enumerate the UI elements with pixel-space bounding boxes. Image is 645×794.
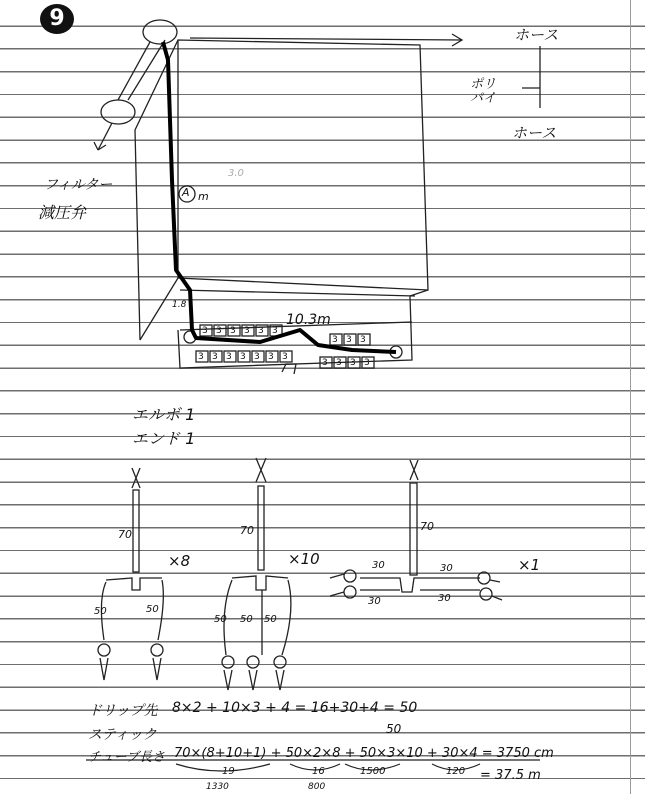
dripper-2-stem: 70	[240, 524, 254, 537]
tray-label: 3	[268, 352, 274, 362]
pipe-length-label: 10.3m	[286, 312, 331, 328]
arrow-to-hose	[190, 34, 462, 46]
tray-label: 3	[216, 326, 222, 336]
point-a-unit: m	[198, 190, 209, 203]
filter-label: フィルター	[44, 177, 113, 193]
dripper-1-stem: 70	[118, 528, 132, 541]
drip-label: ドリップ先	[88, 703, 158, 719]
stick-label: スティック	[88, 727, 157, 743]
sub-16: 16	[312, 766, 325, 777]
bottom-cut-2: 800	[308, 782, 326, 792]
tray-label: 3	[350, 358, 356, 368]
tray-label: 3	[254, 352, 260, 362]
frame-outline	[178, 40, 428, 290]
dripper-3-branch-bl: 30	[368, 596, 381, 607]
tray-label: 3	[230, 326, 236, 336]
tray-label: 3	[202, 326, 208, 336]
poly-pipe-label: ポリパイ	[470, 77, 497, 106]
tray-label: 3	[282, 352, 288, 362]
dripper-3-branch-tl: 30	[372, 560, 385, 571]
hose-bottom-label: ホース	[512, 124, 557, 142]
end-count: エンド 1	[132, 429, 196, 448]
drip-result: 50	[386, 722, 402, 736]
dripper-1-branch-left: 50	[94, 606, 107, 617]
tube-label: チューブ長さ	[88, 750, 165, 765]
dripper-3-branch-br: 30	[438, 593, 451, 604]
filter-valve	[101, 100, 135, 124]
tap-valve-top	[143, 20, 177, 44]
faint-note: 3.0	[228, 168, 244, 179]
point-a-label: A	[182, 186, 190, 199]
drip-formula: 8×2 + 10×3 + 4 = 16+30+4 = 50	[172, 700, 418, 716]
tray-label: 3	[360, 335, 366, 345]
connector-small-label: 1.8	[172, 300, 187, 310]
bottom-cut-1: 1330	[206, 782, 229, 792]
tray-label: 3	[240, 352, 246, 362]
dripper-1-branch-right: 50	[146, 604, 159, 615]
tube-result-m: = 37.5 m	[480, 768, 541, 783]
tray-label: 3	[244, 326, 250, 336]
tray-label: 3	[322, 358, 328, 368]
sub-120: 120	[446, 766, 466, 777]
page-number-badge: 9	[40, 4, 74, 34]
dripper-group-2	[222, 458, 291, 690]
elbow-count: エルボ 1	[132, 405, 196, 424]
dripper-group-3	[330, 460, 502, 600]
tray-label: 3	[272, 326, 278, 336]
dripper-3-stem: 70	[420, 520, 434, 533]
pressure-valve-label: 減圧弁	[38, 203, 87, 222]
tray-label: 3	[332, 335, 338, 345]
tray-label: 3	[212, 352, 218, 362]
tray-label: 3	[258, 326, 264, 336]
dripper-3-branch-tr: 30	[440, 563, 453, 574]
dripper-3-count: ×1	[518, 556, 541, 574]
tray-label: 3	[336, 358, 342, 368]
tray-label: 3	[364, 358, 370, 368]
dripper-2-branch-2: 50	[240, 614, 253, 625]
sub-1500: 1500	[360, 766, 386, 777]
hose-top-label: ホース	[514, 26, 559, 44]
dripper-2-count: ×10	[288, 550, 320, 568]
dripper-2-branch-3: 50	[264, 614, 277, 625]
sub-19: 19	[222, 766, 235, 777]
dripper-2-branch-1: 50	[214, 614, 227, 625]
tube-formula: 70×(8+10+1) + 50×2×8 + 50×3×10 + 30×4 = 3750 cm	[174, 746, 554, 761]
dripper-1-count: ×8	[168, 552, 191, 570]
tray-label: 3	[198, 352, 204, 362]
tray-label: 3	[346, 335, 352, 345]
dripper-group-1	[98, 468, 163, 680]
tray-label: 3	[226, 352, 232, 362]
